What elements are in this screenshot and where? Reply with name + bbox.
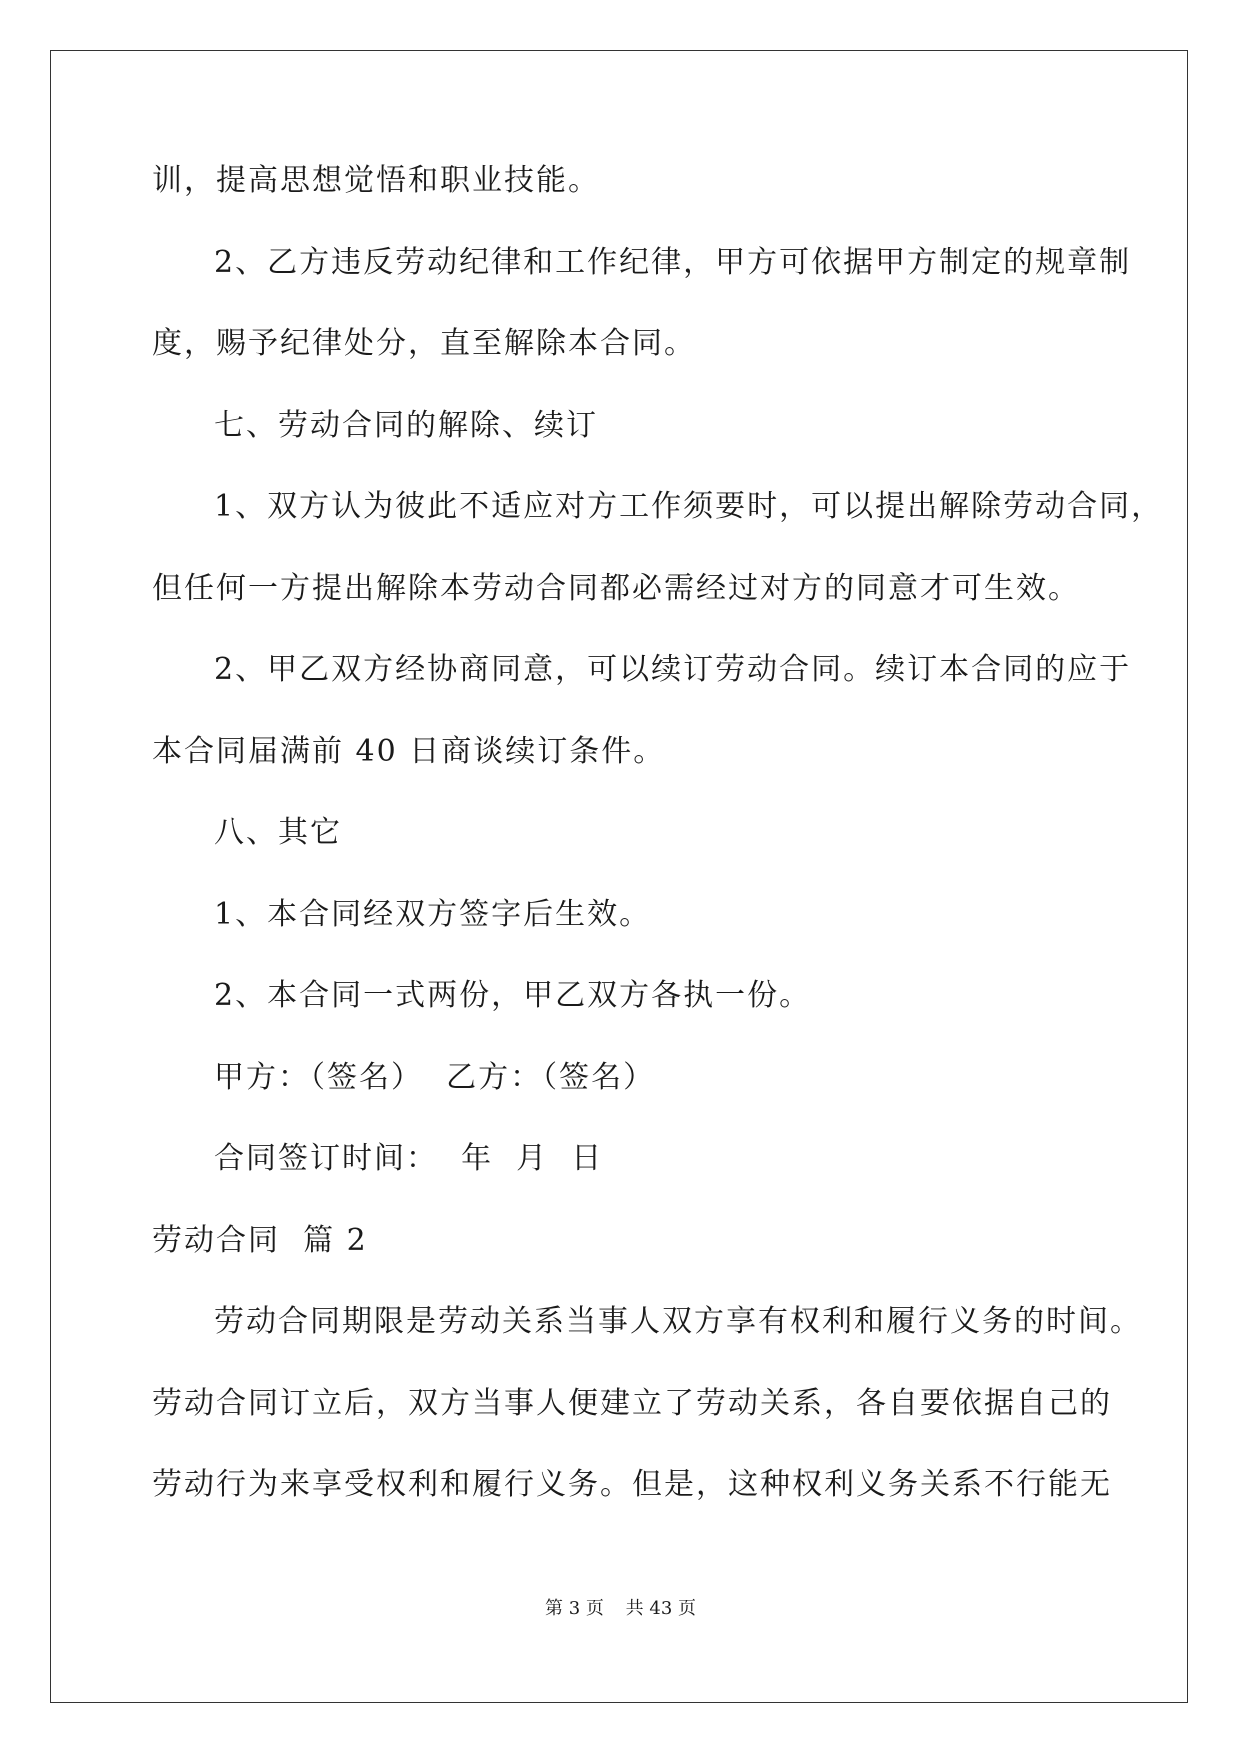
page-footer xyxy=(0,1594,1241,1620)
text-line: 2、甲乙双方经协商同意，可以续订劳动合同。续订本合同的应于 xyxy=(214,652,1132,687)
text-line: 本合同届满前 40 日商谈续订条件。 xyxy=(152,733,666,769)
text-line: 劳动合同期限是劳动关系当事人双方享有权利和履行义务的时间。 xyxy=(214,1304,1142,1339)
section-heading: 八、其它 xyxy=(214,815,342,850)
text-line: 1、双方认为彼此不适应对方工作须要时，可以提出解除劳动合同， xyxy=(214,489,1164,524)
document-body xyxy=(152,163,1164,1552)
text-line: 劳动合同订立后，双方当事人便建立了劳动关系，各自要依据自己的 xyxy=(152,1385,1112,1421)
page-number: 第 3 页 xyxy=(545,1598,604,1619)
section-heading: 七、劳动合同的解除、续订 xyxy=(214,407,598,443)
page-total: 共 43 页 xyxy=(625,1598,696,1619)
text-line: 2、乙方违反劳动纪律和工作纪律，甲方可依据甲方制定的规章制 xyxy=(214,244,1132,280)
text-line: 劳动行为来享受权利和履行义务。但是，这种权利义务关系不行能无 xyxy=(152,1467,1112,1502)
article-heading: 劳动合同 篇 2 xyxy=(152,1222,368,1258)
text-line: 度，赐予纪律处分，直至解除本合同。 xyxy=(152,326,696,361)
text-line: 但任何一方提出解除本劳动合同都必需经过对方的同意才可生效。 xyxy=(152,570,1080,606)
text-line: 1、本合同经双方签字后生效。 xyxy=(214,896,652,932)
text-line: 2、本合同一式两份，甲乙双方各执一份。 xyxy=(214,978,812,1013)
text-line: 训，提高思想觉悟和职业技能。 xyxy=(152,163,600,198)
signature-line: 甲方：（签名） 乙方：（签名） xyxy=(214,1059,656,1095)
date-line: 合同签订时间： 年 月 日 xyxy=(214,1141,604,1176)
